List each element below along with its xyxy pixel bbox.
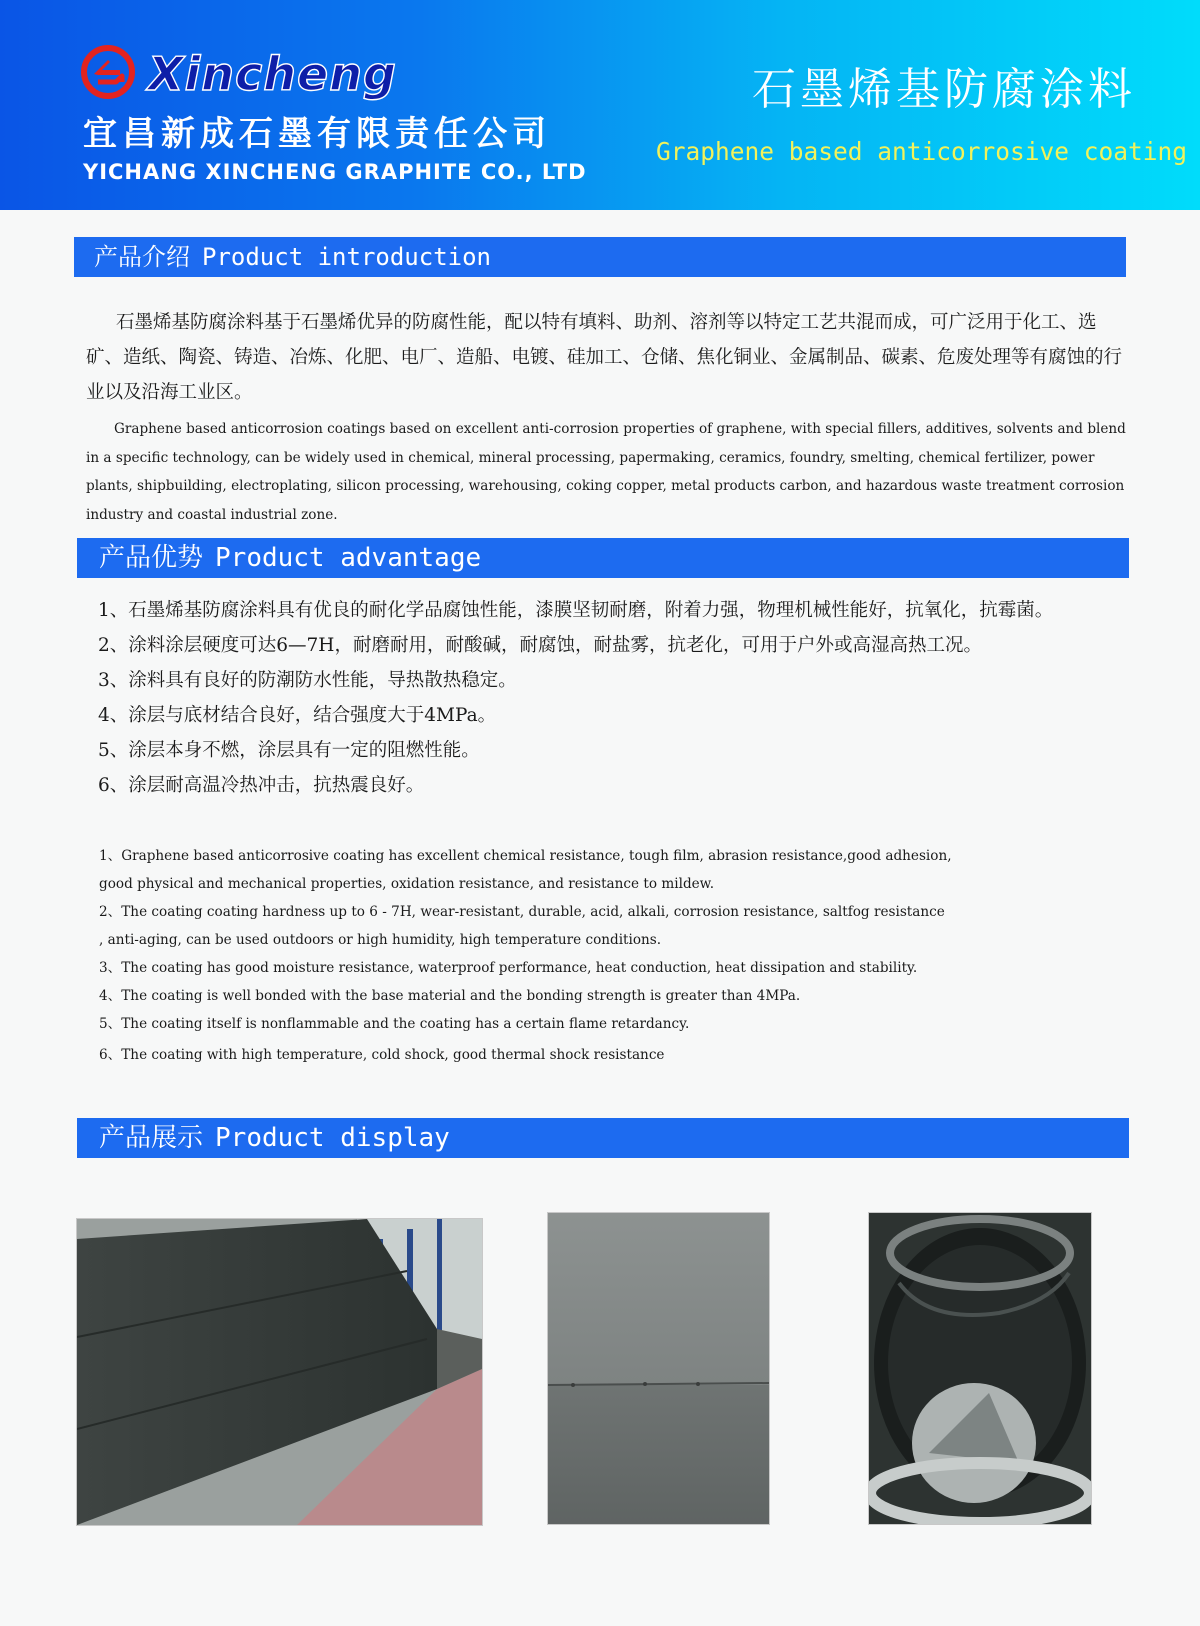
product-title-en: Graphene based anticorrosive coating xyxy=(656,137,1188,166)
advantage-item-cn: 2、涂料涂层硬度可达6—7H，耐磨耐用，耐酸碱，耐腐蚀，耐盐雾，抗老化，可用于户外或高湿高热工况。 xyxy=(98,635,982,656)
advantage-line-en: 3、The coating has good moisture resistance, waterproof performance, heat conduction, heat dissipation and stability. xyxy=(99,960,918,976)
section-title-cn: 产品优势 xyxy=(99,543,204,573)
advantage-line-en: 6、The coating with high temperature, cold shock, good thermal shock resistance xyxy=(99,1047,665,1063)
header-banner xyxy=(0,0,1200,210)
section-title-en: Product introduction xyxy=(202,243,491,271)
section-title-cn: 产品展示 xyxy=(99,1123,204,1153)
advantage-line-en: 1、Graphene based anticorrosive coating has excellent chemical resistance, tough film, abrasion resistance,good adhesion, xyxy=(99,848,952,864)
advantage-line-en: good physical and mechanical properties, oxidation resistance, and resistance to mildew. xyxy=(99,876,715,892)
intro-paragraph-en xyxy=(86,415,1126,529)
advantage-line-en: 5、The coating itself is nonflammable and the coating has a certain flame retardancy. xyxy=(99,1016,690,1032)
section-header-intro xyxy=(74,237,1126,277)
product-photo-coating-barrel xyxy=(868,1212,1092,1525)
xincheng-logo-icon xyxy=(80,44,136,100)
advantage-item-cn: 1、石墨烯基防腐涂料具有优良的耐化学品腐蚀性能，漆膜坚韧耐磨，附着力强，物理机械性能好，抗氧化，抗霉菌。 xyxy=(98,600,1054,621)
advantage-item-cn: 6、涂层耐高温冷热冲击，抗热震良好。 xyxy=(98,775,425,796)
advantage-item-cn: 3、涂料具有良好的防潮防水性能，导热散热稳定。 xyxy=(98,670,517,691)
advantage-line-en: , anti-aging, can be used outdoors or high humidity, high temperature conditions. xyxy=(99,932,662,948)
brand-name: Xincheng xyxy=(148,47,397,101)
advantage-list-cn xyxy=(98,593,1158,803)
section-title-en: Product display xyxy=(215,1123,450,1153)
advantage-line-en: 4、The coating is well bonded with the base material and the bonding strength is greater than 4MPa. xyxy=(99,988,801,1004)
product-photo-coated-panel xyxy=(547,1212,770,1525)
advantage-item-cn: 4、涂层与底材结合良好，结合强度大于4MPa。 xyxy=(98,705,497,726)
company-name-en: YICHANG XINCHENG GRAPHITE CO., LTD xyxy=(83,160,587,184)
section-header-advantage xyxy=(77,538,1129,578)
advantage-item-cn: 5、涂层本身不燃，涂层具有一定的阻燃性能。 xyxy=(98,740,480,761)
product-title-cn: 石墨烯基防腐涂料 xyxy=(752,64,1136,115)
intro-text-en: Graphene based anticorrosion coatings based on excellent anti-corrosion properties of graphene, with special fillers, additives, solvents and blend in a specific technology, can be widely used in chemical, mineral processing, papermaking, ceramics, foundry, smelting, chemical fertilizer, power plants, shipbuilding, electroplating, silicon processing, warehousing, coking copper, metal products carbon, and hazardous waste treatment corrosion industry and coastal industrial zone. xyxy=(86,421,1126,523)
advantage-list-en xyxy=(99,842,1159,1069)
section-title-cn: 产品介绍 xyxy=(94,243,190,271)
intro-text-cn: 石墨烯基防腐涂料基于石墨烯优异的防腐性能，配以特有填料、助剂、溶剂等以特定工艺共混而成，可广泛用于化工、选矿、造纸、陶瓷、铸造、冶炼、化肥、电厂、造船、电镀、硅加工、仓储、焦化铜业、金属制品、碳素、危废处理等有腐蚀的行业以及沿海工业区。 xyxy=(86,312,1123,403)
section-title-en: Product advantage xyxy=(215,543,482,573)
product-photo-coated-wall xyxy=(76,1218,483,1526)
advantage-line-en: 2、The coating coating hardness up to 6 - 7H, wear-resistant, durable, acid, alkali, corrosion resistance, saltfog resistance xyxy=(99,904,945,920)
company-name-cn: 宜昌新成石墨有限责任公司 xyxy=(83,114,551,154)
section-header-display xyxy=(77,1118,1129,1158)
intro-paragraph-cn xyxy=(86,305,1126,410)
